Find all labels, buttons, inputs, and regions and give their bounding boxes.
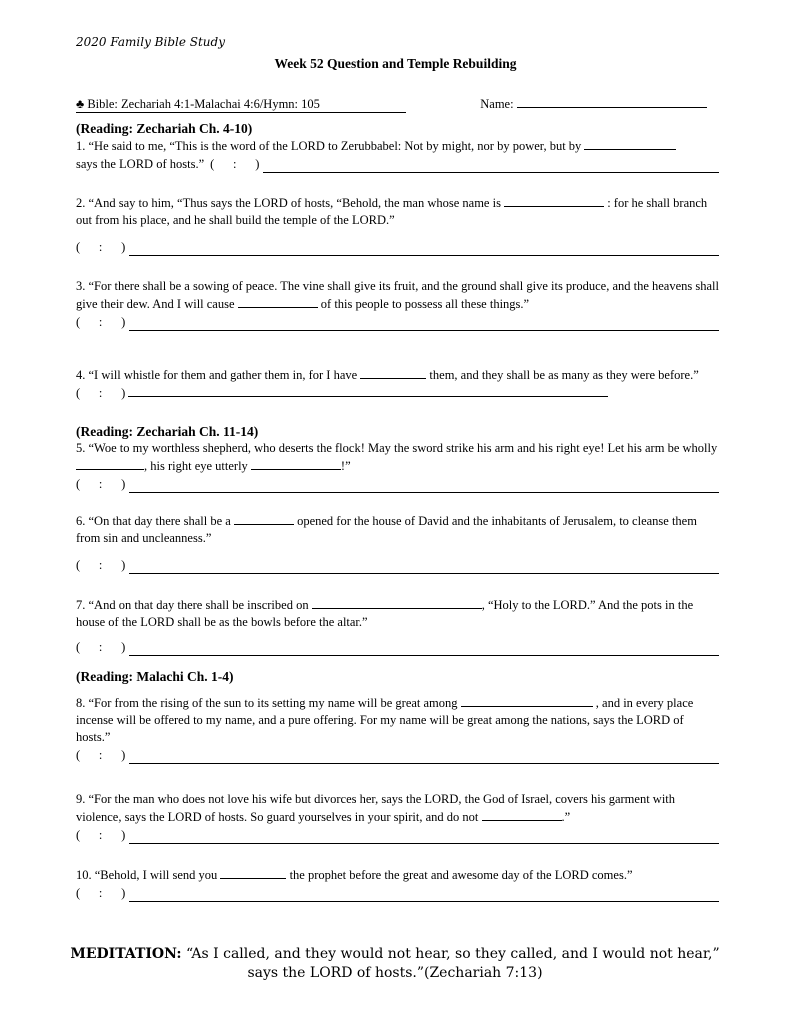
verse-answer-line[interactable] — [129, 642, 719, 656]
question-text: 9. “For the man who does not love his wife but divorces her, says the LORD, the God of Israel, covers his garment with violence, says the LORD of hosts. So guard yourselves in your spirit, and do not — [76, 792, 676, 824]
name-field[interactable] — [517, 95, 707, 108]
question-3 — [76, 278, 719, 331]
bible-reference: ♣ Bible: Zechariah 4:1-Malachai 4:6/Hymn: 105 — [76, 97, 406, 113]
verse-reference: ( : ) — [76, 828, 126, 842]
question-text: 5. “Woe to my worthless shepherd, who deserts the flock! May the sword strike his arm and his right eye! Let his arm be wholly — [76, 441, 718, 455]
reference-row — [76, 156, 719, 173]
verse-reference: ( : ) — [76, 748, 126, 762]
verse-answer-line[interactable] — [129, 560, 719, 574]
question-text: of this people to possess all these things.” — [320, 297, 530, 311]
answer-blank[interactable] — [461, 694, 593, 707]
verse-answer-line[interactable] — [129, 888, 719, 902]
verse-reference: ( : ) — [76, 315, 126, 329]
verse-reference: ( : ) — [76, 240, 126, 254]
verse-reference: ( : ) — [210, 157, 260, 171]
answer-blank[interactable] — [504, 194, 604, 207]
answer-blank[interactable] — [584, 137, 676, 150]
answer-blank[interactable] — [482, 808, 562, 821]
question-text: !” — [340, 459, 351, 473]
answer-blank[interactable] — [76, 457, 144, 470]
reference-row — [76, 239, 719, 256]
answer-blank[interactable] — [312, 596, 482, 609]
question-text: , and in every place incense will be offered to my name, and a pure offering. For my name will be great among the nations, says the LORD of hosts.” — [76, 696, 694, 744]
verse-answer-line[interactable] — [129, 242, 719, 256]
section-heading-malachi-1-4: (Reading: Malachi Ch. 1-4) — [76, 669, 234, 684]
question-2 — [76, 194, 719, 256]
question-text: 1. “He said to me, “This is the word of the LORD to Zerubbabel: Not by might, nor by power, but by — [76, 139, 582, 153]
question-text: , “Holy to the LORD.” And the pots in the house of the LORD shall be as the bowls before the altar.” — [76, 598, 694, 629]
verse-answer-line[interactable] — [128, 384, 608, 397]
question-text: .” — [561, 810, 571, 824]
reference-row — [76, 885, 719, 902]
reference-row — [76, 639, 719, 656]
verse-answer-line[interactable] — [263, 159, 719, 173]
meditation-text: “As I called, and they would not hear, so they called, and I would not hear,” — [186, 946, 720, 962]
meditation — [60, 945, 730, 983]
header-note: 2020 Family Bible Study — [76, 35, 225, 49]
verse-answer-line[interactable] — [129, 750, 719, 764]
section-heading-zechariah-11-14: (Reading: Zechariah Ch. 11-14) — [76, 424, 259, 439]
question-text: 4. “I will whistle for them and gather them in, for I have — [76, 368, 358, 382]
reference-row — [76, 747, 719, 764]
question-text: says the LORD of hosts.” — [76, 157, 205, 171]
page-title: Week 52 Question and Temple Rebuilding — [274, 56, 517, 71]
info-line — [76, 95, 718, 113]
verse-reference: ( : ) — [76, 558, 126, 572]
question-text: opened for the house of David and the inhabitants of Jerusalem, to cleanse them from sin and uncleanness.” — [76, 514, 697, 545]
question-text: 7. “And on that day there shall be inscribed on — [76, 598, 309, 612]
meditation-label: MEDITATION: — [70, 946, 182, 962]
reference-row — [76, 827, 719, 844]
question-text: : for he shall branch out from his place, and he shall build the temple of the LORD.” — [76, 196, 708, 227]
verse-answer-line[interactable] — [129, 317, 719, 331]
question-9 — [76, 791, 719, 844]
verse-answer-line[interactable] — [129, 830, 719, 844]
question-text: 10. “Behold, I will send you — [76, 868, 218, 882]
answer-blank[interactable] — [234, 512, 294, 525]
answer-blank[interactable] — [251, 457, 341, 470]
question-text: 3. “For there shall be a sowing of peace. The vine shall give its fruit, and the ground shall give its produce, and the heavens shall give their dew. And I will cause — [76, 279, 719, 311]
question-10 — [76, 866, 719, 902]
question-text: , his right eye utterly — [144, 459, 248, 473]
answer-blank[interactable] — [220, 866, 286, 879]
question-4 — [76, 366, 719, 402]
reference-row — [76, 476, 719, 493]
question-text: the prophet before the great and awesome day of the LORD comes.” — [289, 868, 633, 882]
question-text: 8. “For from the rising of the sun to its setting my name will be great among — [76, 696, 458, 710]
answer-blank[interactable] — [360, 366, 426, 379]
question-1 — [76, 137, 719, 173]
meditation-citation: says the LORD of hosts.”(Zechariah 7:13) — [247, 965, 543, 981]
answer-blank[interactable] — [238, 295, 318, 308]
verse-reference: ( : ) — [76, 640, 126, 654]
reference-row — [76, 557, 719, 574]
verse-reference: ( : ) — [76, 386, 126, 400]
reference-row — [76, 314, 719, 331]
question-text: them, and they shall be as many as they were before.” — [429, 368, 699, 382]
verse-reference: ( : ) — [76, 886, 126, 900]
question-text: 6. “On that day there shall be a — [76, 514, 231, 528]
verse-answer-line[interactable] — [129, 479, 719, 493]
section-heading-zechariah-4-10: (Reading: Zechariah Ch. 4-10) — [76, 121, 253, 136]
question-7 — [76, 596, 719, 656]
question-text: 2. “And say to him, “Thus says the LORD of hosts, “Behold, the man whose name is — [76, 196, 501, 210]
question-6 — [76, 512, 719, 574]
question-5 — [76, 440, 719, 493]
name-label: Name: — [480, 97, 514, 111]
verse-reference: ( : ) — [76, 477, 126, 491]
question-8 — [76, 694, 719, 764]
